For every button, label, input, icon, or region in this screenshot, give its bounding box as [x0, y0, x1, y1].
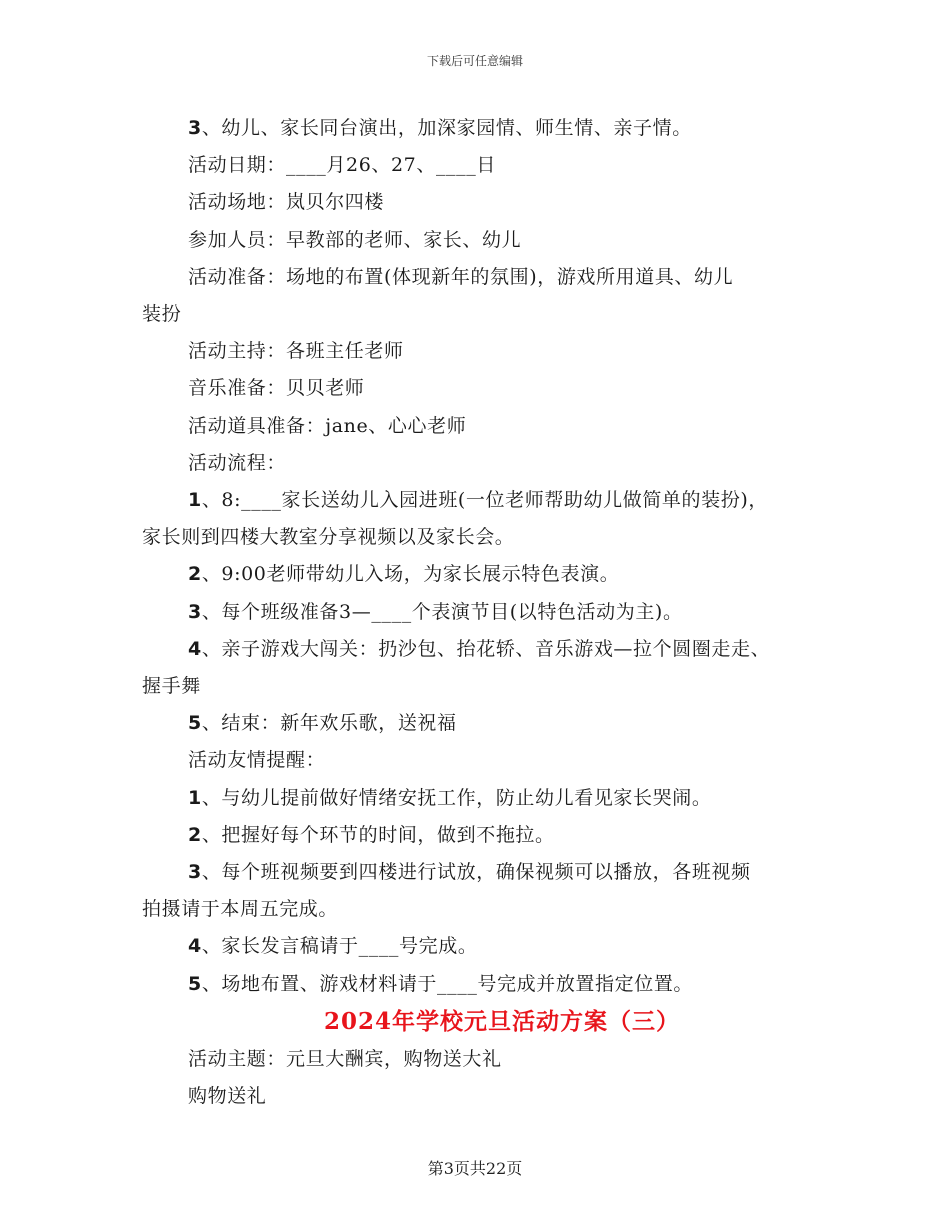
text-line	[142, 1041, 832, 1078]
line-text: 活动场地：岚贝尔四楼	[188, 191, 385, 214]
list-number: 1	[188, 786, 202, 809]
line-text: 、与幼儿提前做好情绪安抚工作，防止幼儿看见家长哭闹。	[201, 786, 712, 809]
text-line	[142, 780, 832, 817]
list-number: 3	[188, 117, 202, 139]
text-line	[142, 556, 832, 593]
text-line	[142, 445, 832, 482]
page-footer: 第3页共22页	[427, 1159, 523, 1178]
line-text: 活动主题：元旦大酬宾，购物送大礼	[188, 1047, 502, 1070]
text-line	[142, 296, 832, 333]
paragraph-list-after-title	[142, 1041, 832, 1115]
text-line	[142, 928, 832, 965]
line-text: 活动友情提醒：	[188, 749, 326, 772]
section-title: 2024年学校元旦活动方案（三）	[323, 1007, 680, 1035]
line-text: 、每个班视频要到四楼进行试放，确保视频可以播放，各班视频	[201, 861, 751, 884]
text-line	[142, 705, 832, 742]
line-text: 参加人员：早教部的老师、家长、幼儿	[188, 228, 522, 251]
text-line	[142, 966, 832, 1003]
text-line	[142, 408, 832, 445]
list-number: 2	[188, 823, 202, 846]
list-number: 3	[188, 861, 202, 884]
text-line	[142, 333, 832, 370]
text-line	[142, 668, 832, 705]
list-number: 4	[188, 637, 202, 660]
line-text: 活动准备：场地的布置(体现新年的氛围)，游戏所用道具、幼儿	[188, 265, 734, 288]
line-text: 、场地布置、游戏材料请于____号完成并放置指定位置。	[201, 972, 694, 995]
text-line	[142, 631, 832, 668]
list-number: 4	[188, 935, 202, 958]
text-line	[142, 184, 832, 221]
line-text: 活动日期：____月26、27、____日	[188, 154, 496, 177]
line-text: 、把握好每个环节的时间，做到不拖拉。	[201, 823, 555, 846]
line-text: 、幼儿、家长同台演出，加深家园情、师生情、亲子情。	[201, 117, 692, 139]
text-line	[142, 891, 832, 928]
text-line	[142, 854, 832, 891]
text-line	[142, 110, 832, 147]
line-text: 拍摄请于本周五完成。	[142, 898, 339, 921]
line-text: 、9:00老师带幼儿入场，为家长展示特色表演。	[201, 563, 620, 586]
line-text: 、家长发言稿请于____号完成。	[201, 935, 478, 958]
list-number: 5	[188, 712, 202, 735]
line-text: 活动流程：	[188, 451, 287, 474]
text-line	[142, 817, 832, 854]
text-line	[142, 482, 832, 519]
line-text: 活动道具准备：jane、心心老师	[188, 414, 467, 437]
line-text: 、8:____家长送幼儿入园进班(一位老师帮助幼儿做简单的装扮)，	[201, 489, 768, 512]
text-line	[142, 742, 832, 779]
text-line	[142, 259, 832, 296]
line-text: 、亲子游戏大闯关：扔沙包、抬花轿、音乐游戏—拉个圆圈走走、	[201, 637, 771, 660]
line-text: 音乐准备：贝贝老师	[188, 377, 365, 400]
paragraph-list	[142, 110, 832, 1003]
text-line	[142, 1078, 832, 1115]
document-body	[142, 110, 832, 1115]
list-number: 5	[188, 972, 202, 995]
text-line	[142, 594, 832, 631]
line-text: 握手舞	[142, 675, 201, 698]
list-number: 2	[188, 563, 202, 586]
list-number: 3	[188, 600, 202, 623]
line-text: 活动主持：各班主任老师	[188, 340, 404, 363]
text-line	[142, 519, 832, 556]
line-text: 、每个班级准备3—____个表演节目(以特色活动为主)。	[201, 600, 683, 623]
text-line	[142, 222, 832, 259]
line-text: 、结束：新年欢乐歌，送祝福	[201, 712, 457, 735]
text-line	[142, 370, 832, 407]
line-text: 装扮	[142, 303, 182, 326]
line-text: 购物送礼	[188, 1085, 267, 1108]
line-text: 家长则到四楼大教室分享视频以及家长会。	[142, 526, 515, 549]
list-number: 1	[188, 489, 202, 512]
text-line	[142, 147, 832, 184]
page-header: 下载后可任意编辑	[426, 54, 523, 68]
